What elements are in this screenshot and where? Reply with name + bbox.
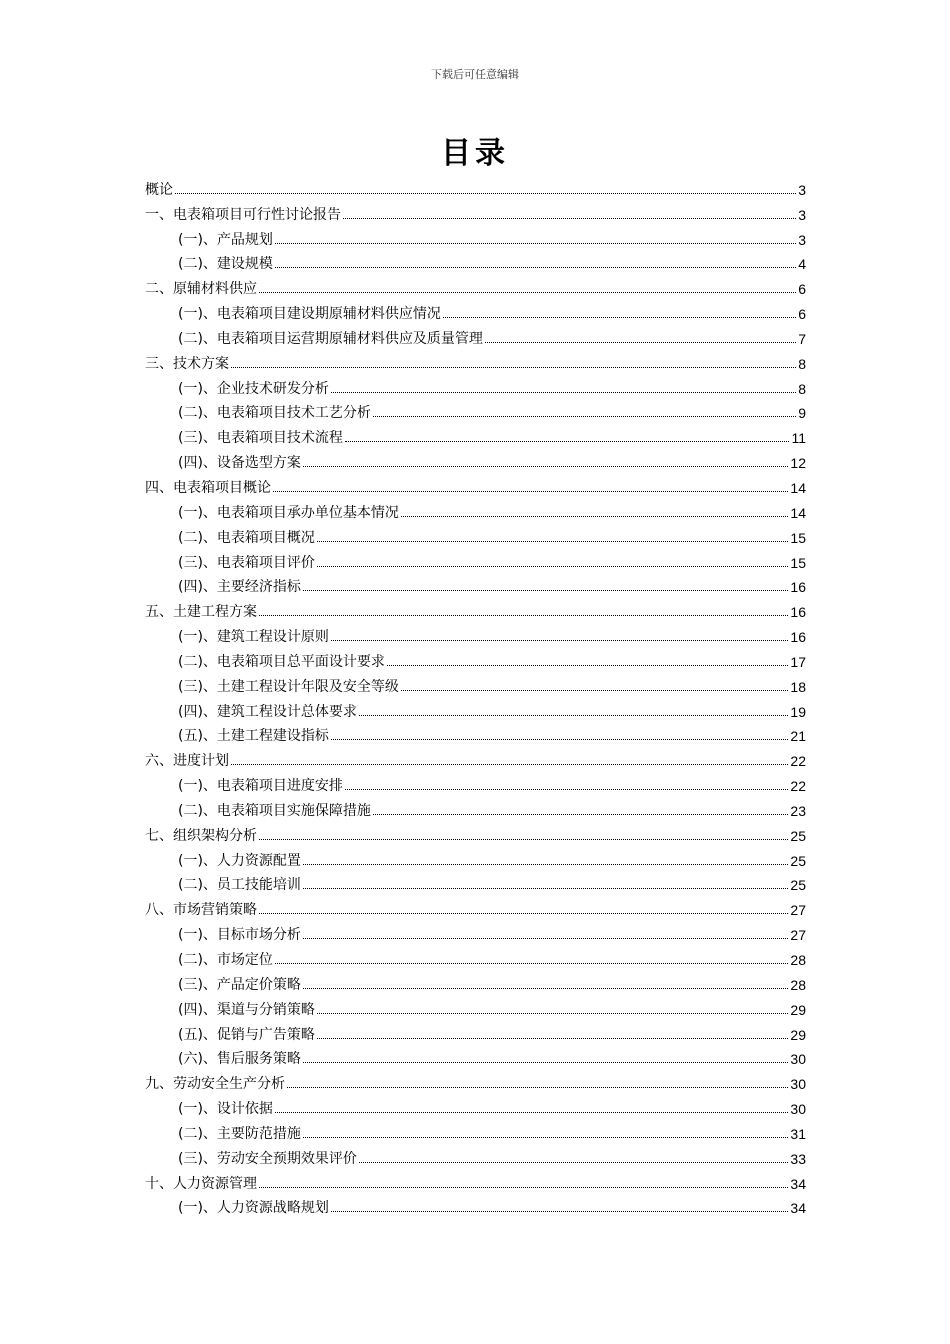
toc-leader-dots bbox=[303, 466, 788, 467]
toc-entry[interactable] bbox=[145, 224, 806, 249]
toc-leader-dots bbox=[359, 1162, 788, 1163]
toc-entry-page: 27 bbox=[790, 927, 806, 944]
toc-leader-dots bbox=[303, 1062, 788, 1063]
toc-entry-label: (三)、电表箱项目评价 bbox=[178, 554, 315, 571]
toc-entry-label: (一)、电表箱项目承办单位基本情况 bbox=[178, 504, 399, 521]
toc-entry[interactable] bbox=[145, 671, 806, 696]
toc-leader-dots bbox=[303, 888, 788, 889]
toc-entry[interactable] bbox=[145, 1118, 806, 1143]
toc-entry-label: (四)、建筑工程设计总体要求 bbox=[178, 703, 357, 720]
toc-entry-page: 16 bbox=[790, 629, 806, 646]
toc-leader-dots bbox=[317, 566, 788, 567]
toc-entry-label: 九、劳动安全生产分析 bbox=[145, 1076, 285, 1093]
toc-leader-dots bbox=[331, 1211, 788, 1212]
toc-leader-dots bbox=[231, 367, 796, 368]
toc-entry-label: (二)、主要防范措施 bbox=[178, 1125, 301, 1142]
toc-entry[interactable] bbox=[145, 348, 806, 373]
toc-leader-dots bbox=[359, 715, 788, 716]
toc-entry-label: (一)、人力资源战略规划 bbox=[178, 1200, 329, 1217]
toc-entry[interactable] bbox=[145, 1143, 806, 1168]
toc-leader-dots bbox=[259, 913, 788, 914]
toc-entry[interactable] bbox=[145, 174, 806, 199]
toc-entry-label: 一、电表箱项目可行性讨论报告 bbox=[145, 206, 341, 223]
toc-entry[interactable] bbox=[145, 547, 806, 572]
toc-entry-label: (一)、电表箱项目进度安排 bbox=[178, 778, 343, 795]
toc-leader-dots bbox=[373, 814, 788, 815]
toc-entry-label: (六)、售后服务策略 bbox=[178, 1051, 301, 1068]
toc-entry-page: 25 bbox=[790, 852, 806, 869]
toc-entry-page: 18 bbox=[790, 678, 806, 695]
toc-leader-dots bbox=[317, 1038, 788, 1039]
toc-entry[interactable] bbox=[145, 795, 806, 820]
toc-entry-label: (二)、电表箱项目实施保障措施 bbox=[178, 802, 371, 819]
toc-entry-label: 二、原辅材料供应 bbox=[145, 281, 257, 298]
toc-entry-label: (三)、劳动安全预期效果评价 bbox=[178, 1150, 357, 1167]
toc-entry-page: 12 bbox=[790, 455, 806, 472]
toc-entry[interactable] bbox=[145, 894, 806, 919]
toc-entry-label: (二)、电表箱项目运营期原辅材料供应及质量管理 bbox=[178, 330, 483, 347]
toc-leader-dots bbox=[317, 1013, 788, 1014]
toc-entry[interactable] bbox=[145, 472, 806, 497]
toc-entry[interactable] bbox=[145, 1068, 806, 1093]
toc-leader-dots bbox=[317, 541, 788, 542]
toc-entry-page: 30 bbox=[790, 1051, 806, 1068]
toc-entry[interactable] bbox=[145, 596, 806, 621]
toc-leader-dots bbox=[345, 789, 788, 790]
toc-entry-page: 4 bbox=[798, 256, 806, 273]
toc-entry[interactable] bbox=[145, 919, 806, 944]
toc-entry[interactable] bbox=[145, 249, 806, 274]
toc-entry-label: (二)、电表箱项目概况 bbox=[178, 529, 315, 546]
toc-leader-dots bbox=[331, 739, 788, 740]
toc-entry-page: 30 bbox=[790, 1101, 806, 1118]
toc-entry-label: 概论 bbox=[145, 181, 173, 198]
toc-entry[interactable] bbox=[145, 572, 806, 597]
toc-entry[interactable] bbox=[145, 696, 806, 721]
toc-leader-dots bbox=[175, 193, 796, 194]
toc-entry-page: 15 bbox=[790, 529, 806, 546]
toc-leader-dots bbox=[303, 590, 788, 591]
toc-entry[interactable] bbox=[145, 298, 806, 323]
toc-leader-dots bbox=[485, 342, 796, 343]
toc-entry-page: 29 bbox=[790, 1001, 806, 1018]
toc-entry-label: (四)、渠道与分销策略 bbox=[178, 1001, 315, 1018]
toc-entry[interactable] bbox=[145, 845, 806, 870]
toc-entry[interactable] bbox=[145, 199, 806, 224]
toc-entry-page: 6 bbox=[798, 281, 806, 298]
toc-entry-label: (一)、设计依据 bbox=[178, 1101, 273, 1118]
toc-leader-dots bbox=[259, 615, 788, 616]
toc-leader-dots bbox=[331, 640, 788, 641]
toc-entry[interactable] bbox=[145, 522, 806, 547]
toc-entry[interactable] bbox=[145, 721, 806, 746]
toc-entry-page: 33 bbox=[790, 1150, 806, 1167]
toc-leader-dots bbox=[231, 764, 788, 765]
toc-entry-page: 6 bbox=[798, 306, 806, 323]
toc-leader-dots bbox=[275, 243, 796, 244]
toc-entry-page: 29 bbox=[790, 1026, 806, 1043]
toc-leader-dots bbox=[273, 491, 788, 492]
toc-leader-dots bbox=[259, 839, 788, 840]
toc-entry-page: 8 bbox=[798, 355, 806, 372]
toc-entry-page: 14 bbox=[790, 479, 806, 496]
toc-leader-dots bbox=[303, 988, 788, 989]
toc-entry-page: 31 bbox=[790, 1125, 806, 1142]
toc-entry-label: 七、组织架构分析 bbox=[145, 827, 257, 844]
toc-leader-dots bbox=[303, 1137, 788, 1138]
toc-entry-label: (三)、产品定价策略 bbox=[178, 976, 301, 993]
toc-entry[interactable] bbox=[145, 944, 806, 969]
toc-entry-page: 8 bbox=[798, 380, 806, 397]
toc-leader-dots bbox=[331, 392, 796, 393]
toc-entry[interactable] bbox=[145, 422, 806, 447]
toc-entry-page: 30 bbox=[790, 1076, 806, 1093]
toc-leader-dots bbox=[401, 690, 788, 691]
toc-entry[interactable] bbox=[145, 770, 806, 795]
toc-entry[interactable] bbox=[145, 1168, 806, 1193]
toc-entry[interactable] bbox=[145, 398, 806, 423]
toc-entry-label: (一)、产品规划 bbox=[178, 231, 273, 248]
toc-entry[interactable] bbox=[145, 497, 806, 522]
toc-leader-dots bbox=[259, 292, 796, 293]
toc-leader-dots bbox=[443, 317, 796, 318]
toc-leader-dots bbox=[345, 441, 790, 442]
toc-entry-page: 3 bbox=[798, 206, 806, 223]
toc-entry[interactable] bbox=[145, 870, 806, 895]
toc-entry-label: (二)、电表箱项目技术工艺分析 bbox=[178, 405, 371, 422]
toc-leader-dots bbox=[373, 416, 796, 417]
toc-entry-label: 六、进度计划 bbox=[145, 753, 229, 770]
toc-entry[interactable] bbox=[145, 1093, 806, 1118]
toc-leader-dots bbox=[259, 1187, 788, 1188]
toc-entry-label: (五)、土建工程建设指标 bbox=[178, 728, 329, 745]
toc-entry[interactable] bbox=[145, 820, 806, 845]
table-of-contents bbox=[145, 174, 806, 1217]
toc-leader-dots bbox=[303, 864, 788, 865]
toc-leader-dots bbox=[287, 1087, 788, 1088]
toc-leader-dots bbox=[275, 1112, 788, 1113]
toc-entry-page: 9 bbox=[798, 405, 806, 422]
toc-entry-page: 21 bbox=[790, 728, 806, 745]
toc-leader-dots bbox=[343, 218, 796, 219]
toc-entry-page: 22 bbox=[790, 778, 806, 795]
toc-entry-label: 八、市场营销策略 bbox=[145, 902, 257, 919]
toc-leader-dots bbox=[275, 267, 796, 268]
toc-entry-label: (二)、员工技能培训 bbox=[178, 877, 301, 894]
toc-entry-label: (三)、电表箱项目技术流程 bbox=[178, 430, 343, 447]
toc-entry-page: 28 bbox=[790, 952, 806, 968]
toc-entry-label: (二)、电表箱项目总平面设计要求 bbox=[178, 653, 385, 670]
toc-entry[interactable] bbox=[145, 646, 806, 671]
toc-entry[interactable] bbox=[145, 373, 806, 398]
toc-entry-page: 16 bbox=[790, 604, 806, 621]
toc-entry[interactable] bbox=[145, 969, 806, 994]
toc-entry[interactable] bbox=[145, 1044, 806, 1069]
toc-entry-label: (四)、主要经济指标 bbox=[178, 579, 301, 596]
toc-leader-dots bbox=[387, 665, 788, 666]
toc-entry-page: 25 bbox=[790, 877, 806, 894]
toc-entry-page: 14 bbox=[790, 504, 806, 521]
toc-entry-label: (一)、目标市场分析 bbox=[178, 927, 301, 944]
toc-leader-dots bbox=[275, 963, 788, 964]
toc-entry-label: (一)、电表箱项目建设期原辅材料供应情况 bbox=[178, 306, 441, 323]
toc-entry[interactable] bbox=[145, 447, 806, 472]
page-header: 下载后可任意编辑 bbox=[431, 68, 519, 81]
toc-entry-label: (二)、建设规模 bbox=[178, 256, 273, 273]
toc-entry-page: 27 bbox=[790, 902, 806, 919]
toc-entry-label: (五)、促销与广告策略 bbox=[178, 1026, 315, 1043]
toc-entry-page: 19 bbox=[790, 703, 806, 720]
toc-entry-label: 四、电表箱项目概论 bbox=[145, 479, 271, 496]
toc-entry-page: 11 bbox=[791, 430, 806, 447]
toc-entry-page: 34 bbox=[790, 1175, 806, 1192]
toc-entry-page: 3 bbox=[798, 181, 806, 198]
toc-entry-page: 16 bbox=[790, 579, 806, 596]
toc-entry-page: 22 bbox=[790, 753, 806, 770]
toc-entry-page: 17 bbox=[790, 653, 806, 670]
toc-entry[interactable] bbox=[145, 273, 806, 298]
toc-entry-label: 五、土建工程方案 bbox=[145, 604, 257, 621]
toc-entry-label: (一)、企业技术研发分析 bbox=[178, 380, 329, 397]
toc-entry[interactable] bbox=[145, 1193, 806, 1218]
toc-entry-page: 34 bbox=[790, 1200, 806, 1217]
toc-leader-dots bbox=[401, 516, 788, 517]
toc-entry-page: 15 bbox=[790, 554, 806, 571]
toc-entry-label: (二)、市场定位 bbox=[178, 952, 273, 968]
toc-entry-page: 28 bbox=[790, 976, 806, 993]
toc-entry-label: (一)、建筑工程设计原则 bbox=[178, 629, 329, 646]
toc-entry[interactable] bbox=[145, 745, 806, 770]
toc-entry-label: (三)、土建工程设计年限及安全等级 bbox=[178, 678, 399, 695]
toc-entry-label: (四)、设备选型方案 bbox=[178, 455, 301, 472]
toc-leader-dots bbox=[303, 938, 788, 939]
toc-entry-page: 23 bbox=[790, 802, 806, 819]
toc-entry[interactable] bbox=[145, 621, 806, 646]
toc-entry[interactable] bbox=[145, 994, 806, 1019]
toc-entry-label: 十、人力资源管理 bbox=[145, 1175, 257, 1192]
toc-entry[interactable] bbox=[145, 1019, 806, 1044]
toc-entry-label: (一)、人力资源配置 bbox=[178, 852, 301, 869]
toc-entry-page: 25 bbox=[790, 827, 806, 844]
toc-entry-page: 3 bbox=[798, 231, 806, 248]
toc-entry[interactable] bbox=[145, 323, 806, 348]
page-title: 目录 bbox=[441, 136, 509, 171]
toc-entry-page: 7 bbox=[798, 330, 806, 347]
toc-entry-label: 三、技术方案 bbox=[145, 355, 229, 372]
